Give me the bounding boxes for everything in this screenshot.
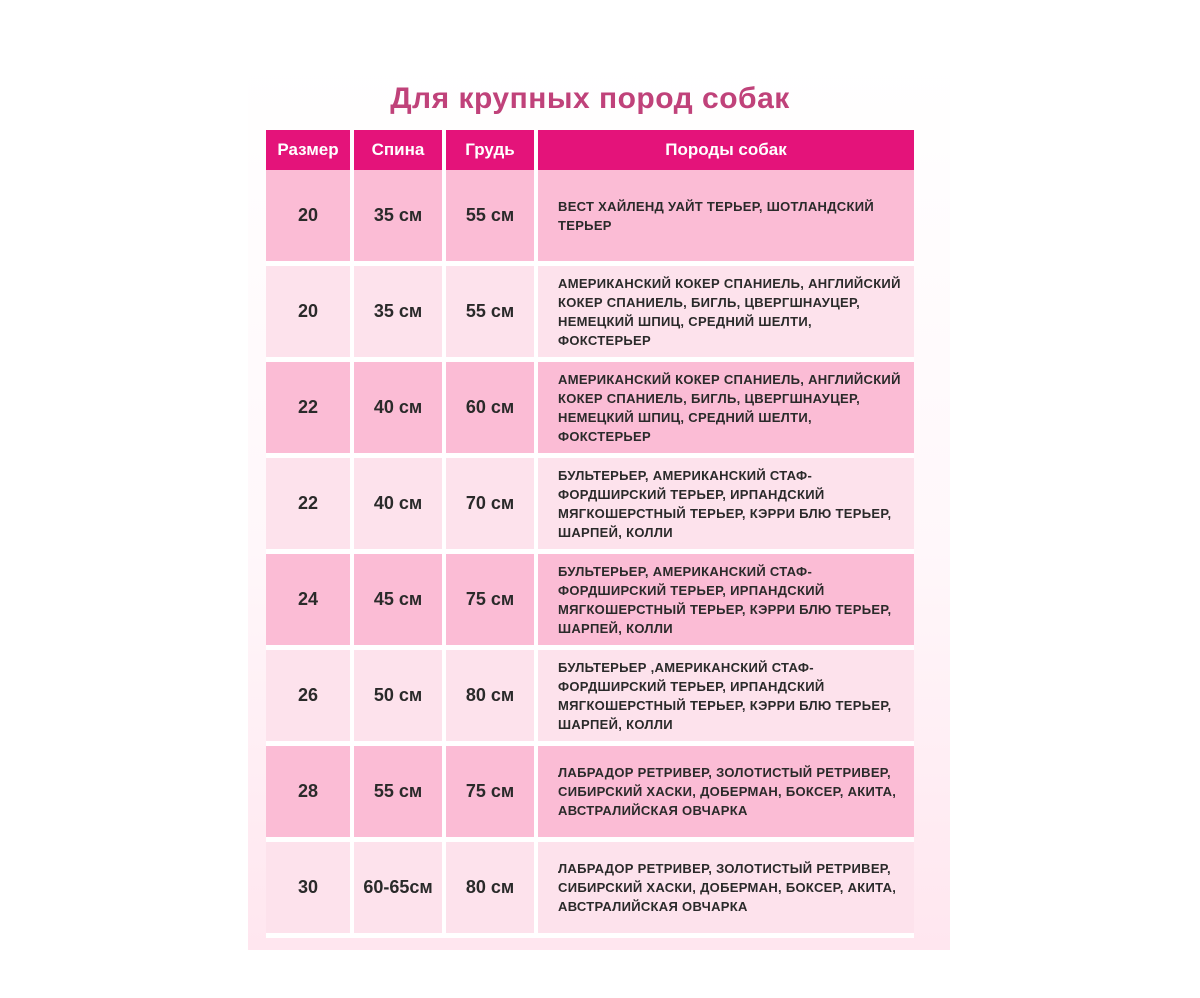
breeds-cell: БУЛЬТЕРЬЕР, АМЕРИКАНСКИЙ СТАФ-ФОРДШИРСКИЙ ТЕРЬЕР, ИРПАНДСКИЙ МЯГКОШЕРСТНЫЙ ТЕРЬЕР, КЭРРИ БЛЮ ТЕРЬЕР, ШАРПЕЙ, КОЛЛИ xyxy=(538,554,914,650)
chest-cell: 70 см xyxy=(446,458,538,554)
breeds-cell: ЛАБРАДОР РЕТРИВЕР, ЗОЛОТИСТЫЙ РЕТРИВЕР, СИБИРСКИЙ ХАСКИ, ДОБЕРМАН, БОКСЕР, АКИТА, АВСТРАЛИЙСКАЯ ОВЧАРКА xyxy=(538,746,914,842)
size-cell: 20 xyxy=(266,170,354,266)
size-cell: 26 xyxy=(266,650,354,746)
chest-cell: 80 см xyxy=(446,842,538,938)
header-size: Размер xyxy=(266,130,354,170)
chest-cell: 55 см xyxy=(446,266,538,362)
back-cell: 55 см xyxy=(354,746,446,842)
header-back: Спина xyxy=(354,130,446,170)
table-row xyxy=(266,746,914,842)
breeds-cell: ВЕСТ ХАЙЛЕНД УАЙТ ТЕРЬЕР, ШОТЛАНДСКИЙ ТЕРЬЕР xyxy=(538,170,914,266)
breeds-cell: БУЛЬТЕРЬЕР ,АМЕРИКАНСКИЙ СТАФ-ФОРДШИРСКИЙ ТЕРЬЕР, ИРПАНДСКИЙ МЯГКОШЕРСТНЫЙ ТЕРЬЕР, КЭРРИ БЛЮ ТЕРЬЕР, ШАРПЕЙ, КОЛЛИ xyxy=(538,650,914,746)
back-cell: 60-65см xyxy=(354,842,446,938)
back-cell: 35 см xyxy=(354,266,446,362)
breeds-cell: БУЛЬТЕРЬЕР, АМЕРИКАНСКИЙ СТАФ-ФОРДШИРСКИЙ ТЕРЬЕР, ИРПАНДСКИЙ МЯГКОШЕРСТНЫЙ ТЕРЬЕР, КЭРРИ БЛЮ ТЕРЬЕР, ШАРПЕЙ, КОЛЛИ xyxy=(538,458,914,554)
chest-cell: 55 см xyxy=(446,170,538,266)
header-breeds: Породы собак xyxy=(538,130,914,170)
size-cell: 24 xyxy=(266,554,354,650)
table-row xyxy=(266,170,914,266)
back-cell: 40 см xyxy=(354,362,446,458)
breeds-cell: ЛАБРАДОР РЕТРИВЕР, ЗОЛОТИСТЫЙ РЕТРИВЕР, СИБИРСКИЙ ХАСКИ, ДОБЕРМАН, БОКСЕР, АКИТА, АВСТРАЛИЙСКАЯ ОВЧАРКА xyxy=(538,842,914,938)
table-row xyxy=(266,650,914,746)
chest-cell: 75 см xyxy=(446,554,538,650)
size-cell: 20 xyxy=(266,266,354,362)
table-row xyxy=(266,842,914,938)
chest-cell: 75 см xyxy=(446,746,538,842)
size-cell: 28 xyxy=(266,746,354,842)
back-cell: 35 см xyxy=(354,170,446,266)
size-table xyxy=(266,130,914,938)
chest-cell: 60 см xyxy=(446,362,538,458)
table-row xyxy=(266,554,914,650)
back-cell: 40 см xyxy=(354,458,446,554)
table-row xyxy=(266,266,914,362)
back-cell: 45 см xyxy=(354,554,446,650)
size-cell: 22 xyxy=(266,362,354,458)
chest-cell: 80 см xyxy=(446,650,538,746)
back-cell: 50 см xyxy=(354,650,446,746)
table-header-row xyxy=(266,130,914,170)
breeds-cell: АМЕРИКАНСКИЙ КОКЕР СПАНИЕЛЬ, АНГЛИЙСКИЙ КОКЕР СПАНИЕЛЬ, БИГЛЬ, ЦВЕРГШНАУЦЕР, НЕМЕЦКИЙ ШПИЦ, СРЕДНИЙ ШЕЛТИ, ФОКСТЕРЬЕР xyxy=(538,362,914,458)
breeds-cell: АМЕРИКАНСКИЙ КОКЕР СПАНИЕЛЬ, АНГЛИЙСКИЙ КОКЕР СПАНИЕЛЬ, БИГЛЬ, ЦВЕРГШНАУЦЕР, НЕМЕЦКИЙ ШПИЦ, СРЕДНИЙ ШЕЛТИ, ФОКСТЕРЬЕР xyxy=(538,266,914,362)
page-title: Для крупных пород собак xyxy=(390,82,790,115)
table-row xyxy=(266,458,914,554)
header-chest: Грудь xyxy=(446,130,538,170)
size-cell: 30 xyxy=(266,842,354,938)
size-cell: 22 xyxy=(266,458,354,554)
table-row xyxy=(266,362,914,458)
